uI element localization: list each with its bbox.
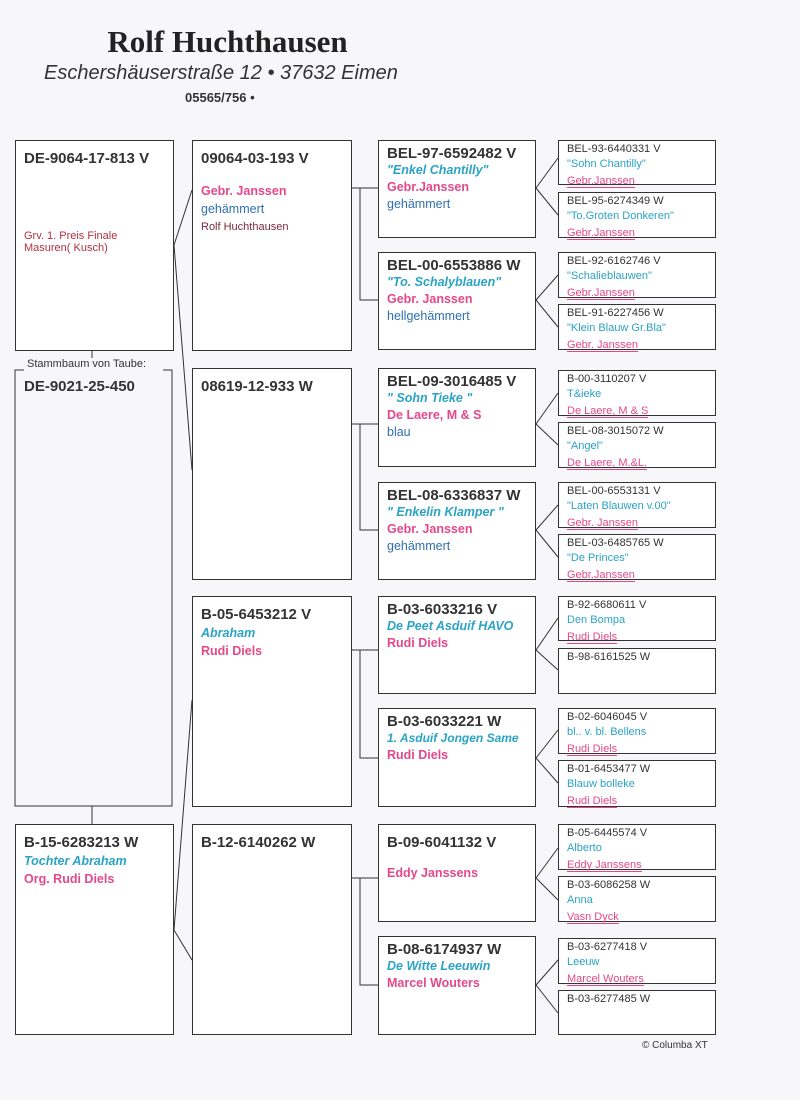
gen3-breeder: Rudi Diels [387,636,449,650]
gen4-card [558,990,716,1035]
gen3-breeder: Gebr. Janssen [387,292,473,306]
gen4-breeder: Marcel Wouters [567,973,644,985]
mother-nickname: Tochter Abraham [24,854,127,868]
gen4-card [558,252,716,298]
gen3-nickname: De Witte Leeuwin [387,959,491,973]
gen3-color: hellgehämmert [387,309,470,323]
gen4-breeder: Vasn Dyck [567,911,619,923]
breeder-phone: 05565/756 • [185,90,255,105]
gen2-card [192,596,352,807]
gen3-breeder: Gebr. Janssen [387,522,473,536]
gen3-ring: B-03-6033221 W [387,713,502,730]
gen3-nickname: 1. Asduif Jongen Same [387,731,519,745]
gen3-breeder: De Laere, M & S [387,408,482,422]
copyright: © Columba XT [642,1040,708,1051]
gen2-ring: 09064-03-193 V [201,150,309,167]
gen4-card [558,140,716,185]
gen4-card [558,482,716,528]
gen3-breeder: Gebr.Janssen [387,180,469,194]
mother-ring: B-15-6283213 W [24,834,139,851]
gen2-ring: 08619-12-933 W [201,378,313,395]
gen3-color: blau [387,425,411,439]
gen4-nickname: "Laten Blauwen v.00" [567,500,671,512]
gen3-breeder: Marcel Wouters [387,976,480,990]
gen4-nickname: bl.. v. bl. Bellens [567,726,647,738]
gen4-ring: BEL-00-6553131 V [567,485,661,497]
gen4-ring: B-03-6277485 W [567,993,651,1005]
gen3-nickname: "To. Schalyblauen" [387,275,502,289]
gen3-card [378,596,536,694]
father-ring: DE-9064-17-813 V [24,150,150,167]
pedigree-label: Stammbaum von Taube: [24,358,149,370]
gen3-breeder: Rudi Diels [387,748,449,762]
gen3-ring: BEL-09-3016485 V [387,373,517,390]
gen4-breeder: De Laere, M & S [567,405,649,417]
gen4-breeder: Rudi Diels [567,631,618,643]
gen4-ring: B-03-6277418 V [567,941,648,953]
gen4-ring: B-03-6086258 W [567,879,651,891]
gen3-ring: BEL-97-6592482 V [387,145,517,162]
father-note: Grv. 1. Preis Finale Masuren( Kusch) [24,230,118,254]
gen3-ring: B-09-6041132 V [387,834,497,851]
gen4-nickname: Den Bompa [567,614,626,626]
gen4-ring: BEL-92-6162746 V [567,255,661,267]
gen2-ring: B-05-6453212 V [201,606,312,623]
gen3-card [378,368,536,467]
gen4-breeder: Gebr.Janssen [567,227,635,239]
gen3-color: gehämmert [387,539,451,553]
gen4-card [558,192,716,238]
gen2-nickname: Abraham [201,626,256,640]
gen3-nickname: " Enkelin Klamper " [387,505,504,519]
gen4-ring: BEL-91-6227456 W [567,307,664,319]
gen4-card [558,648,716,694]
gen4-breeder: Eddy Janssens [567,859,642,871]
gen3-ring: BEL-08-6336837 W [387,487,521,504]
gen2-card [192,824,352,1035]
gen3-nickname: "Enkel Chantilly" [387,163,489,177]
gen4-nickname: Blauw bolleke [567,778,635,790]
gen4-ring: B-92-6680611 V [567,599,647,611]
gen3-breeder: Eddy Janssens [387,866,479,880]
gen4-breeder: Gebr. Janssen [567,517,638,529]
gen3-card [378,936,536,1035]
gen4-card [558,824,716,870]
gen3-card [378,252,536,350]
gen3-card [378,482,536,580]
gen3-ring: BEL-00-6553886 W [387,257,521,274]
gen2-ring: B-12-6140262 W [201,834,316,851]
gen4-breeder: Rudi Diels [567,795,618,807]
gen4-ring: BEL-93-6440331 V [567,143,661,155]
gen3-card [378,824,536,922]
mother-breeder: Org. Rudi Diels [24,872,115,886]
gen3-nickname: De Peet Asduif HAVO [387,619,514,633]
gen4-card [558,876,716,922]
gen4-nickname: "Schalieblauwen" [567,270,652,282]
gen4-ring: B-01-6453477 W [567,763,651,775]
gen4-nickname: Leeuw [567,956,600,968]
gen4-nickname: "Sohn Chantilly" [567,158,646,170]
gen4-nickname: Anna [567,894,593,906]
breeder-name: Rolf Huchthausen [107,24,348,59]
gen4-card [558,534,716,580]
gen4-nickname: "Klein Blauw Gr.Bla" [567,322,666,334]
gen2-color: gehämmert [201,202,265,216]
gen4-card [558,708,716,754]
gen4-nickname: "To.Groten Donkeren" [567,210,674,222]
gen4-card [558,938,716,984]
gen3-ring: B-08-6174937 W [387,941,502,958]
gen4-ring: B-05-6445574 V [567,827,648,839]
gen3-nickname: " Sohn Tieke " [387,391,473,405]
gen4-breeder: Rudi Diels [567,743,618,755]
gen3-card [378,140,536,238]
gen4-breeder: Gebr. Janssen [567,339,638,351]
gen4-ring: BEL-03-6485765 W [567,537,664,549]
breeder-address: Eschershäuserstraße 12 • 37632 Eimen [44,62,398,84]
gen4-breeder: De Laere, M.&L. [567,457,648,469]
gen4-nickname: "Angel" [567,440,603,452]
pigeon-ring: DE-9021-25-450 [24,378,135,395]
gen2-owner: Rolf Huchthausen [201,221,289,233]
gen4-card [558,304,716,350]
gen4-ring: B-00-3110207 V [567,373,647,385]
mother-card [15,824,174,1035]
gen2-breeder: Rudi Diels [201,644,263,658]
gen4-breeder: Gebr.Janssen [567,175,635,187]
gen4-nickname: "De Princes" [567,552,629,564]
gen3-color: gehämmert [387,197,451,211]
gen4-nickname: T&ieke [567,388,602,400]
father-card [15,140,174,351]
gen3-card [378,708,536,807]
gen2-breeder: Gebr. Janssen [201,184,287,198]
gen4-breeder: Gebr.Janssen [567,569,635,581]
gen3-ring: B-03-6033216 V [387,601,498,618]
gen4-ring: B-02-6046045 V [567,711,648,723]
gen4-ring: B-98-6161525 W [567,651,651,663]
gen4-ring: BEL-95-6274349 W [567,195,664,207]
gen4-card [558,422,716,468]
gen4-nickname: Alberto [567,842,602,854]
gen4-breeder: Gebr.Janssen [567,287,635,299]
gen4-ring: BEL-08-3015072 W [567,425,664,437]
gen2-card [192,140,352,351]
gen4-card [558,760,716,807]
gen4-card [558,370,716,416]
gen2-card [192,368,352,580]
gen4-card [558,596,716,641]
